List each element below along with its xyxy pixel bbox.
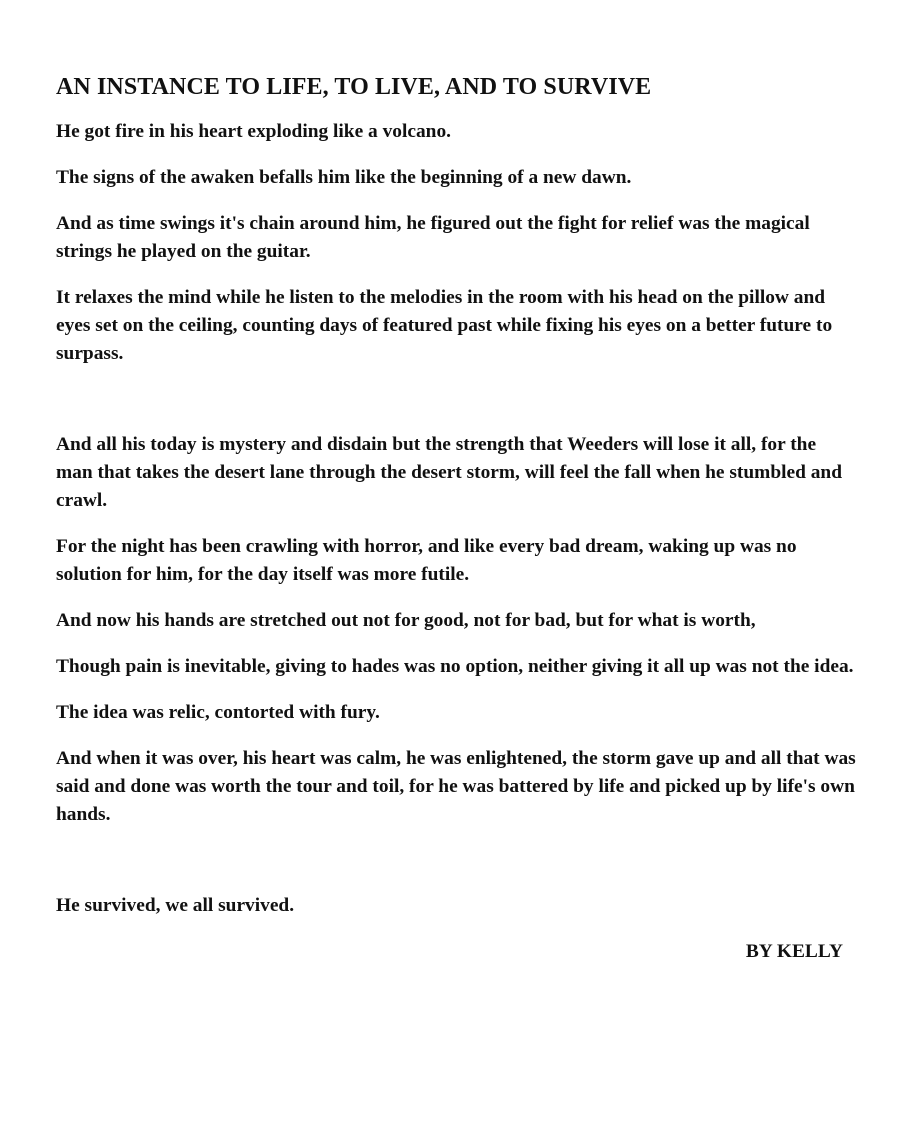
poem-closing-line: He survived, we all survived. [56, 895, 295, 916]
poem-paragraph-7: And now his hands are stretched out not for good, not for bad, but for what is worth, [56, 610, 756, 631]
poem-paragraph-4: It relaxes the mind while he listen to the melodies in the room with his head on the pillow and eyes set on the ceiling, counting days of featured past while fixing his eyes on a better future to surpass. [56, 287, 833, 364]
poem-paragraph-6: For the night has been crawling with horror, and like every bad dream, waking up was no solution for him, for the day itself was more futile. [56, 536, 797, 585]
stanza-gap [56, 386, 856, 431]
poem-document [56, 72, 856, 966]
poem-paragraph-3: And as time swings it's chain around him, he figured out the fight for relief was the magical strings he played on the guitar. [56, 213, 810, 262]
poem-title: AN INSTANCE TO LIFE, TO LIVE, AND TO SURVIVE [56, 74, 652, 100]
author-signature: BY KELLY [745, 941, 843, 962]
poem-paragraph-10: And when it was over, his heart was calm, he was enlightened, the storm gave up and all that was said and done was worth the tour and toil, for he was battered by life and picked up by life's own hands. [56, 748, 856, 825]
poem-paragraph-9: The idea was relic, contorted with fury. [56, 702, 380, 723]
poem-paragraph-8: Though pain is inevitable, giving to hades was no option, neither giving it all up was not the idea. [56, 656, 854, 677]
poem-paragraph-2: The signs of the awaken befalls him like the beginning of a new dawn. [56, 167, 632, 188]
poem-paragraph-5: And all his today is mystery and disdain but the strength that Weeders will lose it all, for the man that takes the desert lane through the desert storm, will feel the fall when he stumbled and crawl. [56, 434, 843, 511]
stanza-gap [56, 847, 856, 892]
poem-paragraph-1: He got fire in his heart exploding like a volcano. [56, 121, 451, 142]
